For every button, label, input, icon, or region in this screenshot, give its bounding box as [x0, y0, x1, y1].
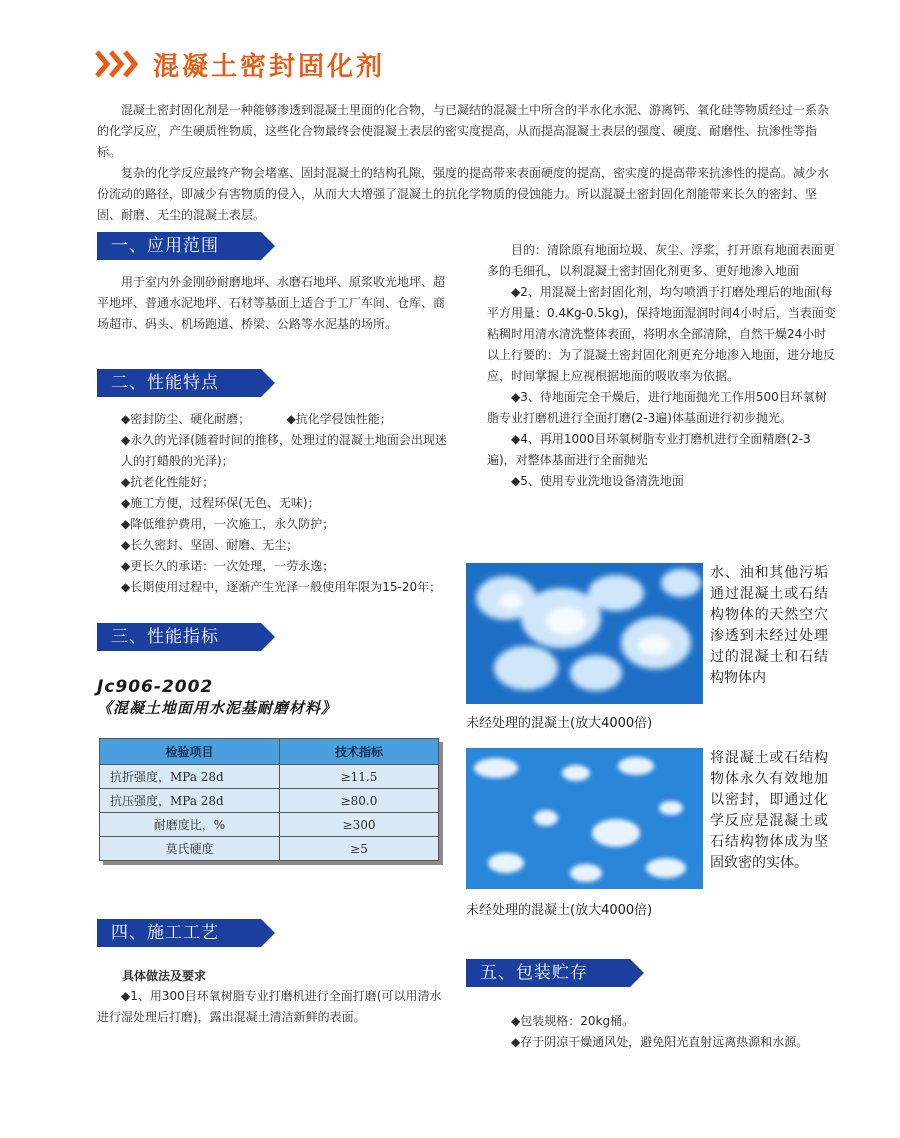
feature-item: ◆永久的光泽(随着时间的推移，处理过的混凝土地面会出现迷人的打蜡般的光泽)； [121, 433, 447, 468]
method-step-text: ◆1、用300目环氧树脂专业打磨机进行全面打磨(可以用清水进行湿处理后打磨)，露出混凝土清洁新鲜的表面。 [97, 989, 442, 1024]
construction-steps [487, 240, 837, 492]
table-header-row [100, 739, 439, 765]
spec-table [99, 738, 439, 861]
application-text: 用于室内外金刚砂耐磨地坪、水磨石地坪、原浆收光地坪、超平地坪、普通水泥地坪、石材等基面上适合于工厂车间、仓库、商场超市、码头、机场跑道、桥梁、公路等水泥基的场所。 [97, 275, 446, 331]
column-header: 技术指标 [280, 739, 439, 765]
table-row [100, 789, 439, 813]
section-heading-packing: 五、包装贮存 [466, 959, 630, 987]
table-cell: ≥11.5 [280, 765, 439, 789]
features-row [97, 409, 452, 430]
table-row [100, 813, 439, 837]
packing-text [487, 1011, 837, 1053]
table-cell: ≥80.0 [280, 789, 439, 813]
table-cell: ≥300 [280, 813, 439, 837]
spec-standard-code: Jc906-2002 [97, 677, 214, 697]
treated-concrete-image [466, 748, 703, 889]
feature-item: ◆抗老化性能好； [121, 475, 215, 489]
table-cell: 抗折强度，MPa 28d [100, 765, 280, 789]
feature-item: ◆抗化学侵蚀性能； [286, 412, 392, 426]
section-heading-application: 一、应用范围 [97, 232, 261, 260]
step-item: ◆4、再用1000目环氧树脂专业打磨机进行全面精磨(2-3遍)，对整体基面进行全面抛光 [487, 432, 811, 467]
table-cell: 莫氏硬度 [100, 837, 280, 861]
method-title: 具体做法及要求 [122, 969, 207, 983]
image-caption: 未经处理的混凝土(放大4000倍) [466, 903, 653, 918]
method-step [97, 986, 449, 1028]
spec-standard-name: 《混凝土地面用水泥基耐磨材料》 [97, 699, 338, 717]
microscope-image-treated [466, 748, 703, 889]
feature-item: ◆降低维护费用，一次施工，永久防护； [121, 517, 335, 531]
title-row [95, 44, 385, 84]
untreated-description: 水、油和其他污垢通过混凝土或石结构物体的天然空穴渗透到未经过处理过的混凝土和石结构物体内 [710, 565, 828, 686]
packing-item: ◆包装规格：20kg桶。 [511, 1014, 635, 1028]
step-item: ◆2、用混凝土密封固化剂，均匀喷洒于打磨处理后的地面(每平方用量：0.4Kg-0.5kg)，保持地面湿润时间4小时后，当表面变粘稠时用清水清洗整体表面，将明水全部清除，自然干燥24小时以上行要的：为了混凝土密封固化剂更充分地渗入地面，进分地反应，时间掌握上应视根据地面的吸收率为依据。 [487, 285, 836, 383]
untreated-concrete-image [466, 563, 703, 704]
intro-text [97, 100, 837, 226]
section-heading-specs: 三、性能指标 [97, 623, 261, 651]
intro-paragraph: 复杂的化学反应最终产物会堵塞、固封混凝土的结构孔隙，强度的提高带来表面硬度的提高，密实度的提高带来抗渗性的提高。减少水份流动的路径，即减少有害物质的侵入，从而大大增强了混凝土的抗化学物质的侵蚀能力。所以混凝土密封固化剂能带来长久的密封、坚固、耐磨、无尘的混凝土表层。 [97, 166, 830, 222]
column-header: 检验项目 [100, 739, 280, 765]
table-row [100, 837, 439, 861]
step-item: ◆5、使用专业洗地设备清洗地面 [511, 474, 684, 488]
chevrons-icon [95, 48, 143, 80]
table-cell: 抗压强度，MPa 28d [100, 789, 280, 813]
intro-paragraph: 混凝土密封固化剂是一种能够渗透到混凝土里面的化合物，与已凝结的混凝土中所含的半水化水泥、游离钙、氧化硅等物质经过一系杂的化学反应，产生硬质性物质，这些化合物最终会使混凝土表层的密实度提高，从而提高混凝土表层的强度、硬度、耐磨性、抗渗性等指标。 [97, 103, 830, 159]
page-title: 混凝土密封固化剂 [153, 51, 386, 82]
table-cell: ≥5 [280, 837, 439, 861]
section-heading-construction: 四、施工工艺 [97, 919, 261, 947]
feature-item: ◆长久密封、坚固、耐磨、无尘； [121, 538, 299, 552]
feature-item: ◆密封防尘、硬化耐磨； [121, 412, 251, 426]
section-heading-features: 二、性能特点 [97, 369, 261, 397]
microscope-image-untreated [466, 563, 703, 704]
feature-item: ◆施工方便，过程环保(无色、无味)； [121, 496, 320, 510]
feature-item: ◆长期使用过程中，逐渐产生光泽一般使用年限为15-20年； [121, 580, 442, 594]
step-item: ◆3、待地面完全干燥后，进行地面抛光工作用500目环氧树脂专业打磨机进行全面打磨(2-3遍)体基面进行初步抛光。 [487, 390, 827, 425]
step-item: 目的：清除原有地面垃圾、灰尘、浮浆，打开原有地面表面更多的毛细孔，以利混凝土密封固化剂更多、更好地渗入地面 [487, 243, 836, 278]
table-row [100, 765, 439, 789]
image-caption: 未经处理的混凝土(放大4000倍) [466, 716, 653, 731]
treated-description: 将混凝土或石结构物体永久有效地加以密封，即通过化学反应是混凝土或石结构物体成为坚固致密的实体。 [710, 750, 828, 871]
table-cell: 耐磨度比，% [100, 813, 280, 837]
packing-item: ◆存于阴凉干燥通风处，避免阳光直射远离热源和水源。 [511, 1035, 809, 1049]
feature-item: ◆更长久的承诺：一次处理，一劳永逸； [121, 559, 335, 573]
features-list [97, 409, 452, 598]
